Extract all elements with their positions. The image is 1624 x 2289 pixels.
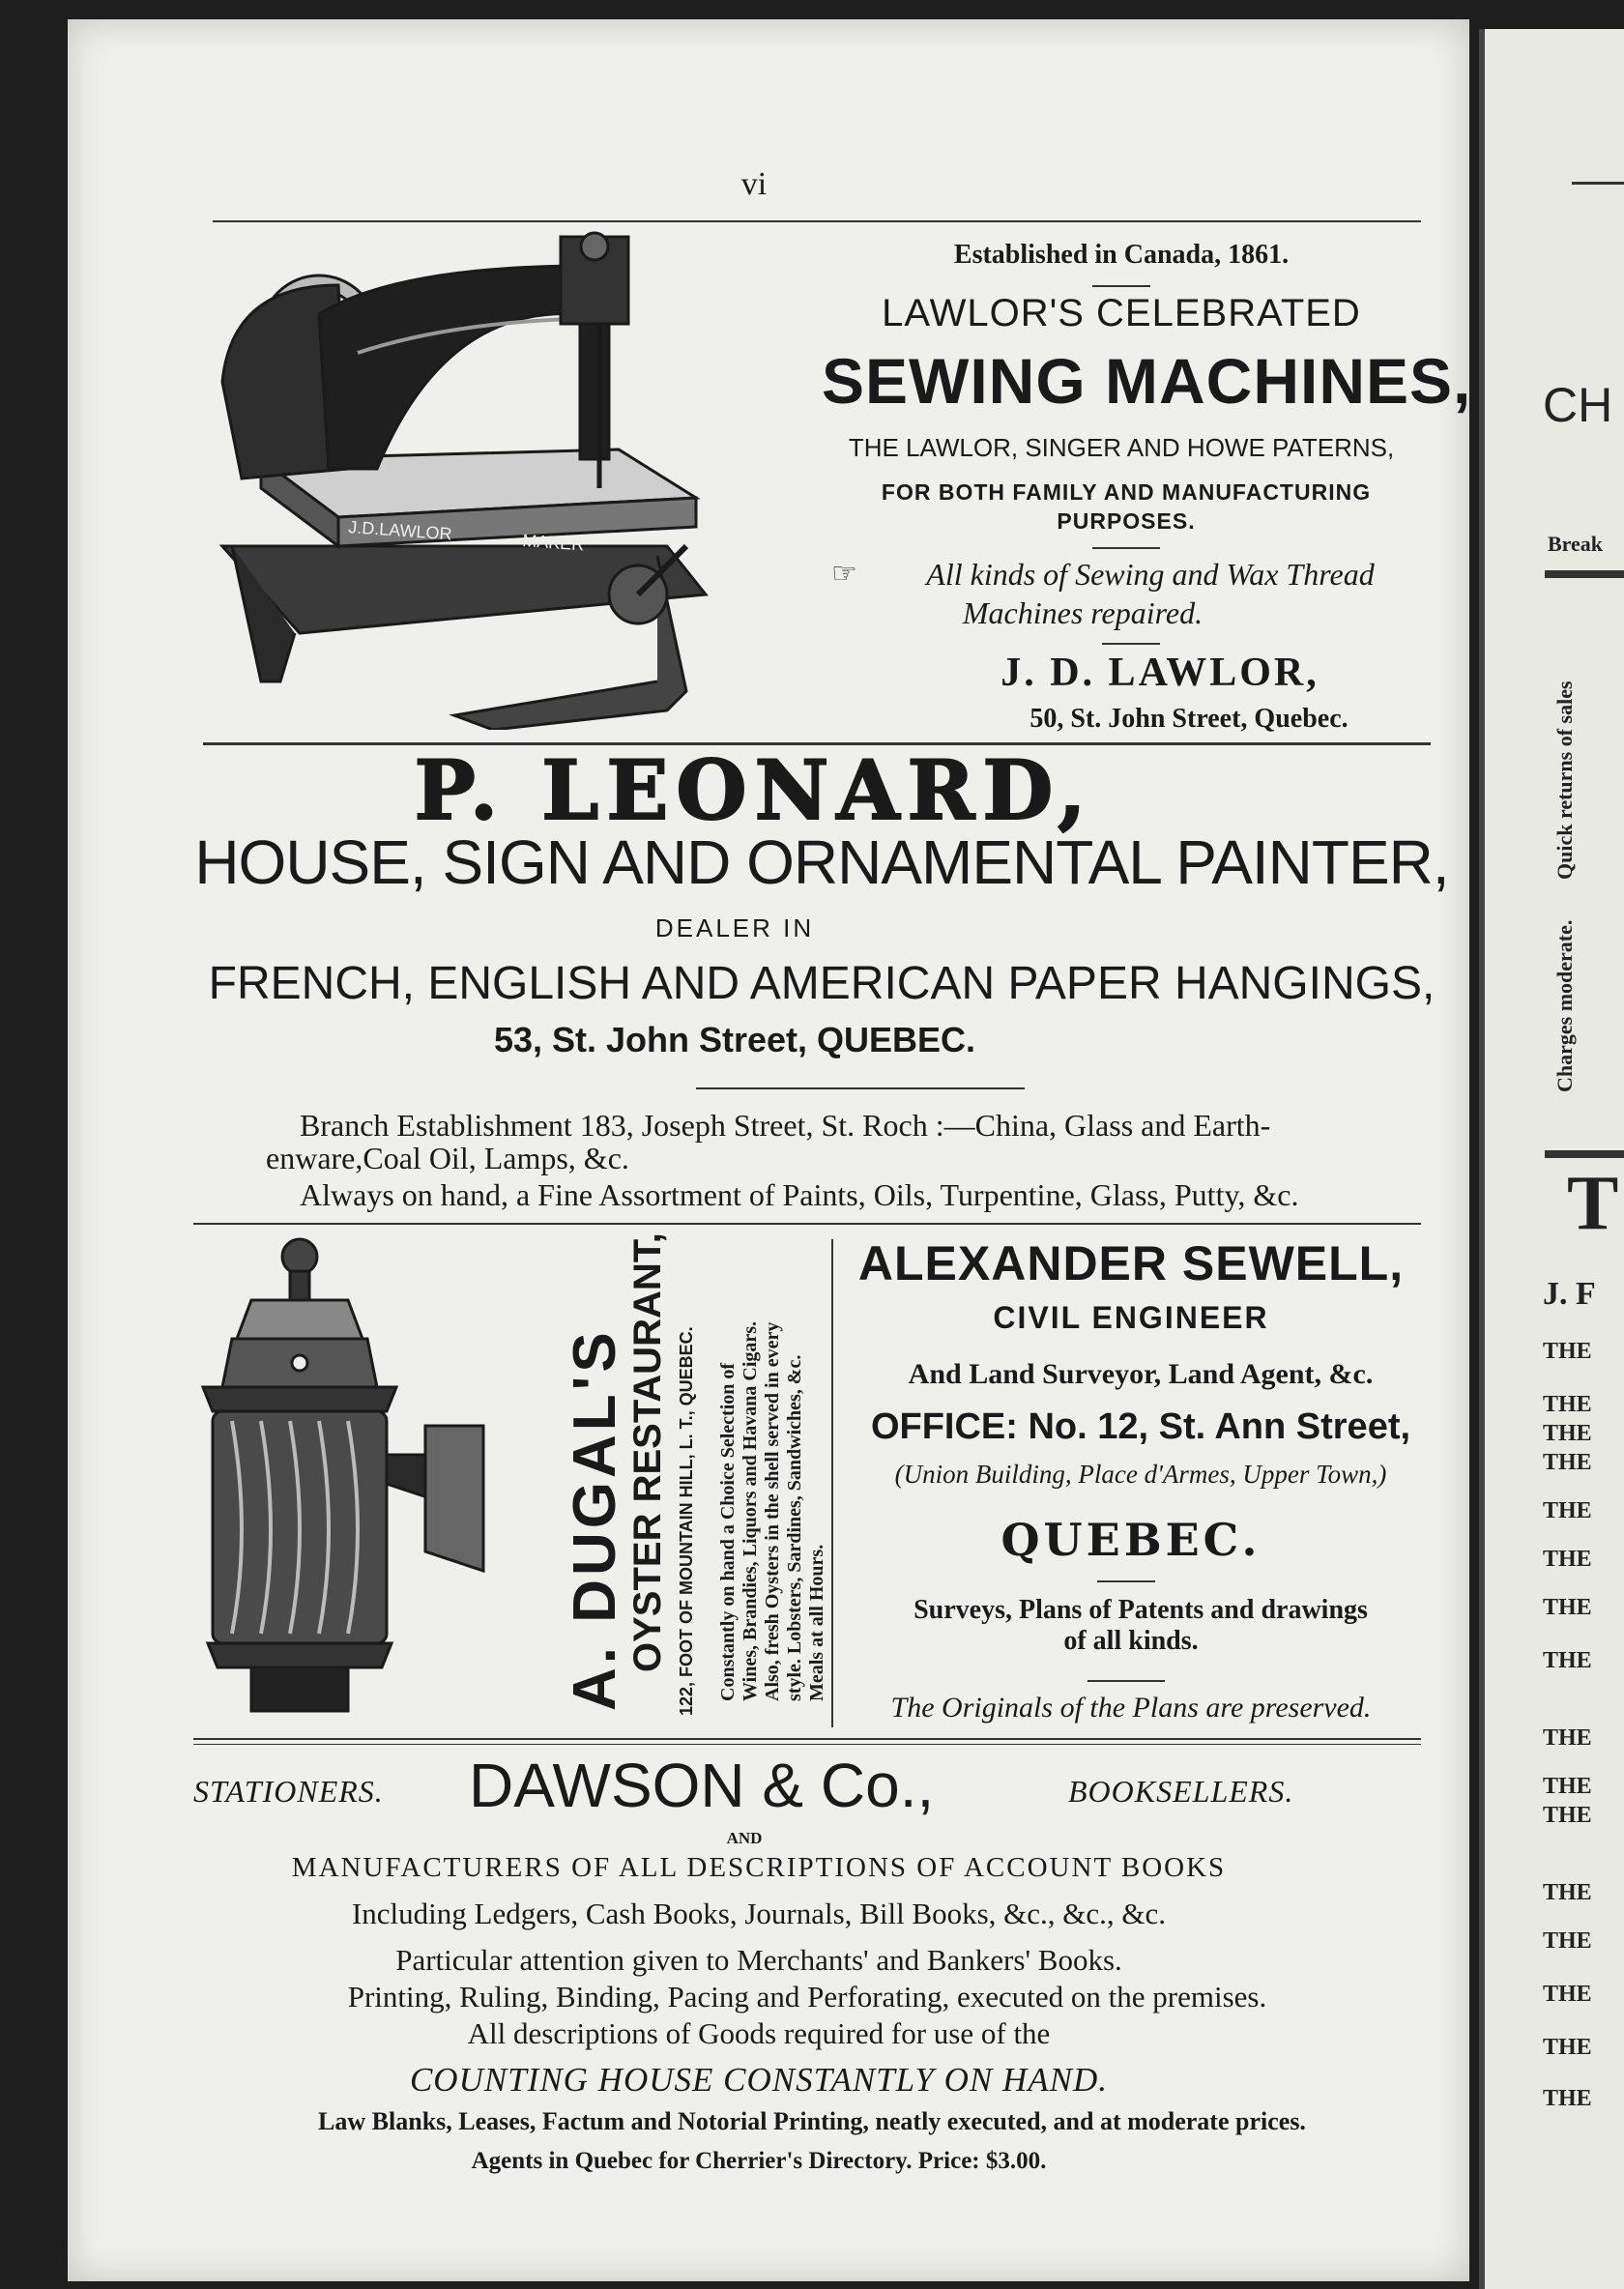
- lawlor-repair-1: All kinds of Sewing and Wax Thread: [926, 557, 1375, 592]
- facing-the: THE: [1543, 1648, 1592, 1673]
- facing-ch: CH: [1543, 378, 1613, 432]
- lawlor-established: Established in Canada, 1861.: [953, 240, 1290, 270]
- facing-the: THE: [1543, 1392, 1592, 1417]
- divider: [696, 1087, 1025, 1089]
- section-rule: [193, 1223, 1421, 1225]
- facing-the: THE: [1543, 1803, 1592, 1828]
- lantern-illustration: [193, 1232, 551, 1735]
- dugal-desc-4: style. Lobsters, Sardines, Sandwiches, &c.: [784, 1354, 805, 1701]
- facing-the: THE: [1543, 2035, 1592, 2060]
- facing-the: THE: [1543, 1982, 1592, 2007]
- divider: [1088, 1680, 1165, 1682]
- dugal-desc-5: Meals at all Hours.: [806, 1544, 827, 1701]
- dugal-desc-3: Also, fresh Oysters in the shell served in every: [762, 1321, 783, 1701]
- lawlor-headline: SEWING MACHINES,: [822, 345, 1472, 417]
- sewell-note: The Originals of the Plans are preserved.: [890, 1692, 1372, 1724]
- sewell-city: QUEBEC.: [1000, 1514, 1262, 1566]
- facing-vertical-1: Quick returns of sales: [1552, 681, 1577, 880]
- leonard-goods: FRENCH, ENGLISH AND AMERICAN PAPER HANGINGS,: [208, 958, 1436, 1009]
- sewing-machine-illustration: [203, 227, 822, 730]
- dugal-desc-1: Constantly on hand a Choice Selection of: [717, 1362, 739, 1701]
- leonard-name: P. LEONARD,: [414, 742, 1094, 838]
- dawson-left: STATIONERS.: [193, 1774, 384, 1809]
- divider: [1545, 570, 1624, 578]
- pointing-hand-icon: ☞: [831, 558, 857, 590]
- dawson-printing: Printing, Ruling, Binding, Pacing and Perforating, executed on the premises.: [347, 1980, 1267, 2014]
- facing-page: [1479, 29, 1624, 2289]
- dawson-counting: COUNTING HOUSE CONSTANTLY ON HAND.: [409, 2061, 1109, 2099]
- lawlor-name: J. D. LAWLOR,: [1000, 651, 1320, 695]
- facing-the: THE: [1543, 1421, 1592, 1446]
- section-rule: [193, 1744, 1421, 1745]
- dawson-manufacturers: MANUFACTURERS OF ALL DESCRIPTIONS OF ACCOUNT BOOKS: [291, 1852, 1227, 1883]
- leonard-address: 53, St. John Street, QUEBEC.: [493, 1020, 976, 1059]
- sewell-services-1: Surveys, Plans of Patents and drawings: [914, 1595, 1368, 1625]
- dawson-descriptions: All descriptions of Goods required for use of the: [467, 2016, 1051, 2050]
- facing-vertical-2: Charges moderate.: [1552, 919, 1577, 1092]
- dawson-name: DAWSON & Co.,: [469, 1751, 935, 1820]
- dawson-and: AND: [726, 1829, 763, 1847]
- dugal-desc-2: Wines, Brandies, Liquors and Havana Cigars.: [740, 1320, 761, 1701]
- divider: [1545, 1150, 1624, 1158]
- dawson-attention: Particular attention given to Merchants' and Bankers' Books.: [395, 1943, 1122, 1977]
- sewell-title: CIVIL ENGINEER: [993, 1300, 1269, 1335]
- dugal-name: A. DUGAL'S: [562, 1328, 628, 1711]
- leonard-branch-1: Branch Establishment 183, Joseph Street, St. Roch :—China, Glass and Earth-: [300, 1108, 1271, 1143]
- leonard-branch-3: Always on hand, a Fine Assortment of Paints, Oils, Turpentine, Glass, Putty, &c.: [300, 1177, 1299, 1212]
- page-number: vi: [740, 166, 768, 202]
- sewell-building: (Union Building, Place d'Armes, Upper Town,): [894, 1460, 1387, 1489]
- facing-the: THE: [1543, 1774, 1592, 1799]
- lawlor-purpose-1: FOR BOTH FAMILY AND MANUFACTURING: [881, 479, 1372, 505]
- dugal-type: OYSTER RESTAURANT,: [626, 1232, 669, 1672]
- engraving-text-1: J.D.LAWLOR: [347, 517, 453, 544]
- facing-the: THE: [1543, 1725, 1592, 1751]
- column-divider: [831, 1239, 833, 1727]
- section-rule: [193, 1738, 1421, 1740]
- lawlor-celebrated: LAWLOR'S CELEBRATED: [882, 292, 1361, 334]
- facing-break: Break: [1548, 532, 1604, 556]
- sewell-roles: And Land Surveyor, Land Agent, &c.: [908, 1358, 1374, 1390]
- dawson-right: BOOKSELLERS.: [1068, 1774, 1294, 1809]
- facing-the: THE: [1543, 1339, 1592, 1364]
- sewell-name: ALEXANDER SEWELL,: [857, 1236, 1405, 1290]
- dawson-including: Including Ledgers, Cash Books, Journals, Bill Books, &c., &c., &c.: [351, 1897, 1167, 1930]
- leonard-branch-2: enware,Coal Oil, Lamps, &c.: [266, 1141, 629, 1175]
- lawlor-address: 50, St. John Street, Quebec.: [1030, 704, 1348, 734]
- top-rule: [213, 220, 1421, 222]
- facing-the: THE: [1543, 1880, 1592, 1905]
- facing-the: THE: [1543, 1595, 1592, 1620]
- facing-the: THE: [1543, 1498, 1592, 1523]
- leonard-trade: HOUSE, SIGN AND ORNAMENTAL PAINTER,: [194, 827, 1449, 897]
- dugal-address: 122, FOOT OF MOUNTAIN HILL, L. T., QUEBEC.: [677, 1326, 696, 1716]
- facing-the: THE: [1543, 1450, 1592, 1475]
- dawson-agents: Agents in Quebec for Cherrier's Directory. Price: $3.00.: [471, 2148, 1047, 2174]
- divider: [1092, 285, 1150, 287]
- facing-the: THE: [1543, 2086, 1592, 2111]
- facing-the: THE: [1543, 1547, 1592, 1572]
- lawlor-purpose-2: PURPOSES.: [1057, 508, 1196, 534]
- divider: [1572, 182, 1624, 185]
- lawlor-patterns: THE LAWLOR, SINGER AND HOWE PATERNS,: [848, 433, 1395, 462]
- engraving-text-2: MAKER: [521, 531, 585, 555]
- leonard-dealer: DEALER IN: [654, 913, 815, 942]
- divider: [1097, 1580, 1155, 1582]
- divider: [1092, 547, 1160, 549]
- lawlor-repair-2: Machines repaired.: [962, 595, 1204, 630]
- sewell-services-2: of all kinds.: [1063, 1626, 1199, 1656]
- divider: [1102, 643, 1160, 645]
- dawson-law: Law Blanks, Leases, Factum and Notorial Printing, neatly executed, and at moderate prices.: [318, 2107, 1306, 2135]
- facing-j: J. F: [1543, 1276, 1596, 1312]
- sewell-office: OFFICE: No. 12, St. Ann Street,: [870, 1406, 1411, 1447]
- directory-page: [68, 19, 1472, 2281]
- facing-the: THE: [1543, 1928, 1592, 1954]
- facing-big-t: T: [1567, 1161, 1619, 1246]
